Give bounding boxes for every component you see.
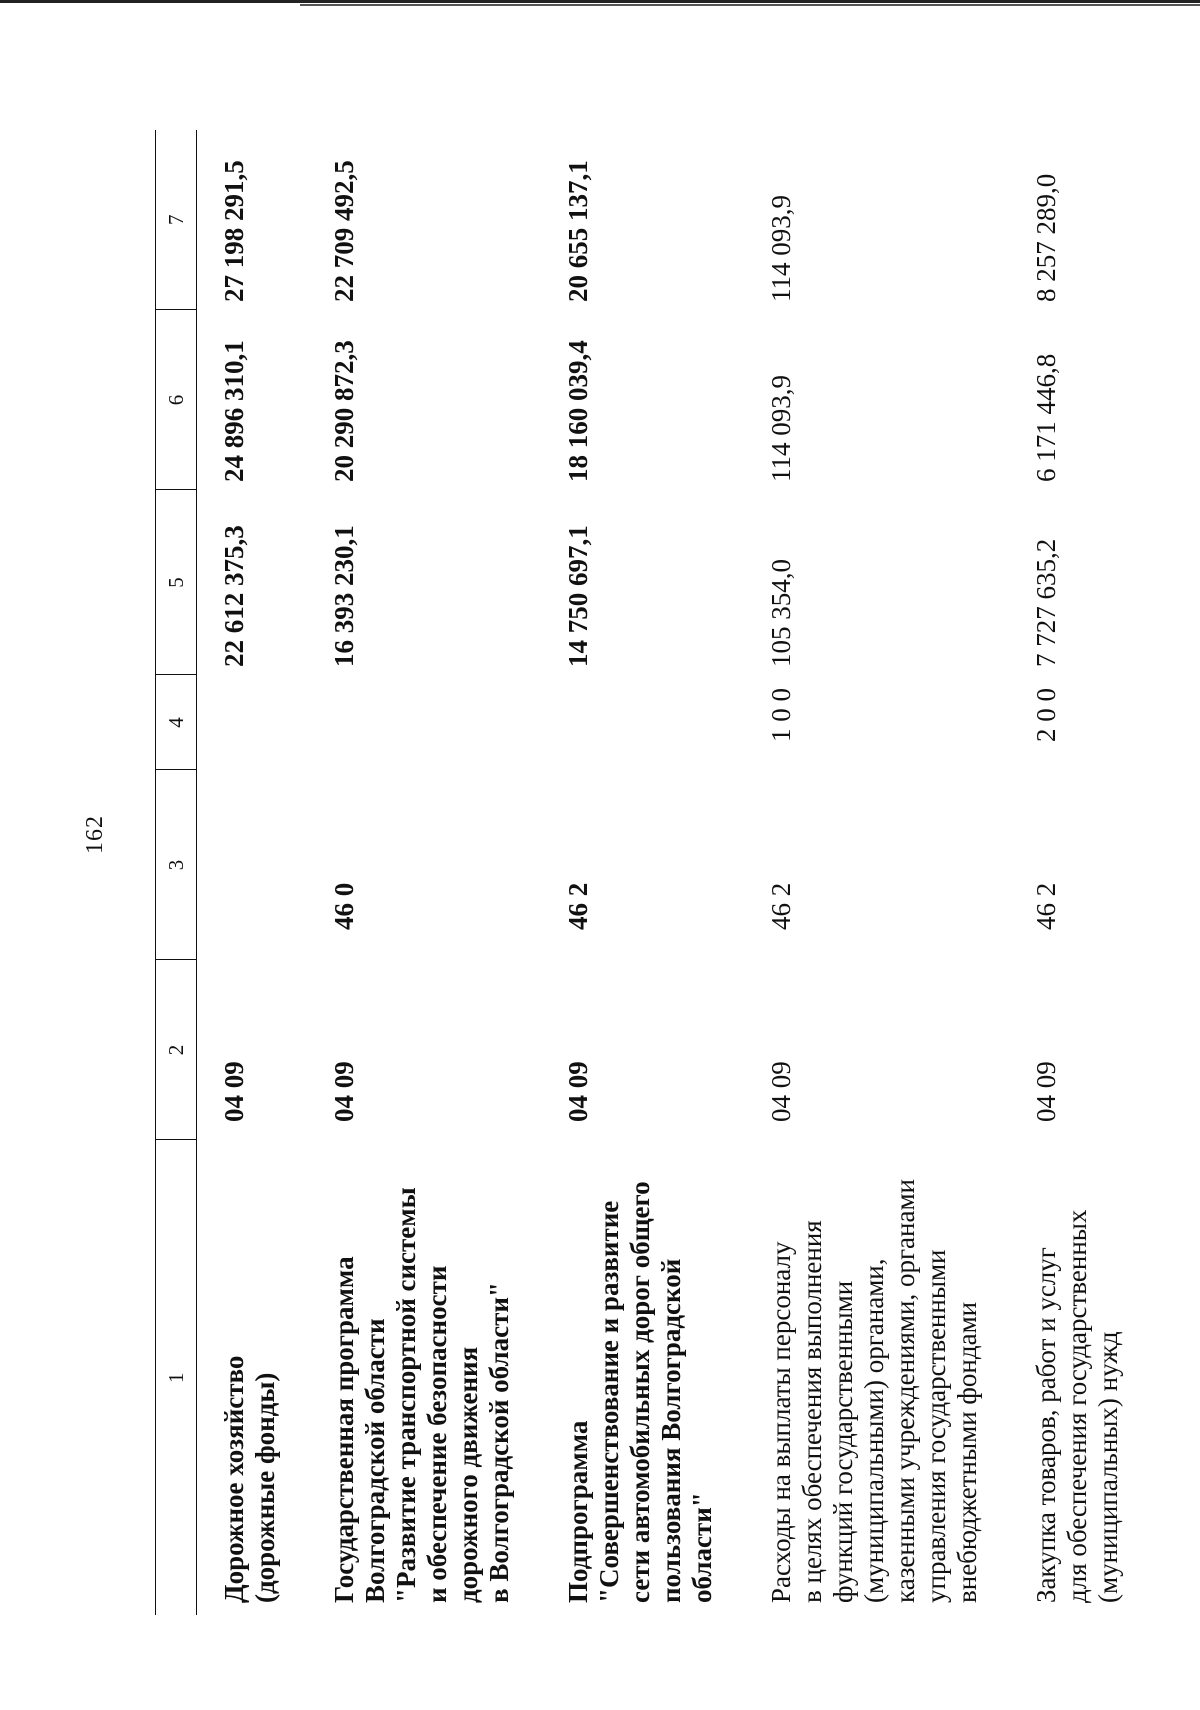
expense-type-code [307,675,541,770]
row-name-line: "Совершенствование и развитие [594,1200,624,1603]
row-name-line: казенными учреждениями, органами [890,1179,920,1603]
amount-col-5: 22 612 375,3 [219,525,249,667]
amount-col-6: 20 290 872,3 [329,340,359,482]
row-name-line: сети автомобильных дорог общего [625,1181,655,1603]
header-col-7: 7 [156,130,197,310]
row-name-line: в Волгоградской области" [484,1282,514,1603]
table-row [744,130,1009,1615]
target-code: 46 2 [1031,882,1061,930]
section-code: 04 09 [219,1061,249,1122]
row-name-line: Дорожное хозяйство [219,1355,249,1603]
expense-type-code [541,675,744,770]
amount-col-6: 24 896 310,1 [219,340,249,482]
amount-col-5: 7 727 635,2 [1031,538,1061,667]
row-name-line: внебюджетными фондами [952,1301,982,1603]
row-name-line: функций государственными [828,1280,858,1603]
row-name-line: пользования Волгоградской [656,1258,686,1603]
amount-col-6: 6 171 446,8 [1031,353,1061,482]
row-name-line: дорожного движения [453,1346,483,1603]
target-code [197,770,308,960]
section-code: 04 09 [766,1061,796,1122]
amount-col-6: 18 160 039,4 [563,340,593,482]
table-header [156,130,197,1615]
amount-col-7: 20 655 137,1 [563,160,593,302]
amount-col-5: 14 750 697,1 [563,525,593,667]
row-name-cell [307,1140,541,1615]
header-col-1: 1 [156,1140,197,1615]
row-name-line: в целях обеспечения выполнения [797,1220,827,1603]
target-code: 46 2 [766,882,796,930]
expense-type-code: 2 0 0 [1031,688,1061,742]
amount-col-6: 114 093,9 [766,375,796,482]
amount-col-5: 16 393 230,1 [329,525,359,667]
table-row [1009,130,1150,1615]
row-name-cell [744,1140,1009,1615]
row-name-cell [541,1140,744,1615]
expense-type-code [197,675,308,770]
row-name-line: "Развитие транспортной системы [391,1187,421,1603]
amount-col-7: 22 709 492,5 [329,160,359,302]
row-name-line: Подпрограмма [563,1420,593,1603]
amount-col-5: 105 354,0 [766,559,796,667]
section-code: 04 09 [1031,1061,1061,1122]
amount-col-7: 8 257 289,0 [1031,173,1061,302]
row-name-line: (дорожные фонды) [250,1372,280,1603]
row-name-line: области" [687,1492,717,1603]
table-row [541,130,744,1615]
row-name-line: (муниципальных) нужд [1093,1331,1123,1603]
target-code: 46 2 [563,882,593,930]
header-col-6: 6 [156,310,197,490]
table-body [197,130,1151,1615]
header-col-4: 4 [156,675,197,770]
row-name-line: управления государственными [921,1249,951,1603]
expense-type-code: 1 0 0 [766,688,796,742]
header-col-5: 5 [156,490,197,675]
row-name-cell [1009,1140,1150,1615]
target-code: 46 0 [329,882,359,930]
row-name-cell [197,1140,308,1615]
table-row [197,130,308,1615]
header-col-2: 2 [156,960,197,1140]
amount-col-7: 27 198 291,5 [219,160,249,302]
header-row [156,130,197,1615]
row-name-line: Государственная программа [329,1256,359,1603]
page-number: 162 [82,815,108,854]
row-name-line: и обеспечение безопасности [422,1265,452,1603]
row-name-line: для обеспечения государственных [1062,1209,1092,1603]
header-col-3: 3 [156,770,197,960]
row-name-line: Волгоградской области [360,1318,390,1603]
budget-table [155,130,1150,1615]
row-name-line: Закупка товаров, работ и услуг [1031,1247,1061,1603]
section-code: 04 09 [329,1061,359,1122]
row-name-line: Расходы на выплаты персоналу [766,1241,796,1603]
amount-col-7: 114 093,9 [766,195,796,302]
section-code: 04 09 [563,1061,593,1122]
table-row [307,130,541,1615]
row-name-line: (муниципальными) органами, [859,1258,889,1603]
